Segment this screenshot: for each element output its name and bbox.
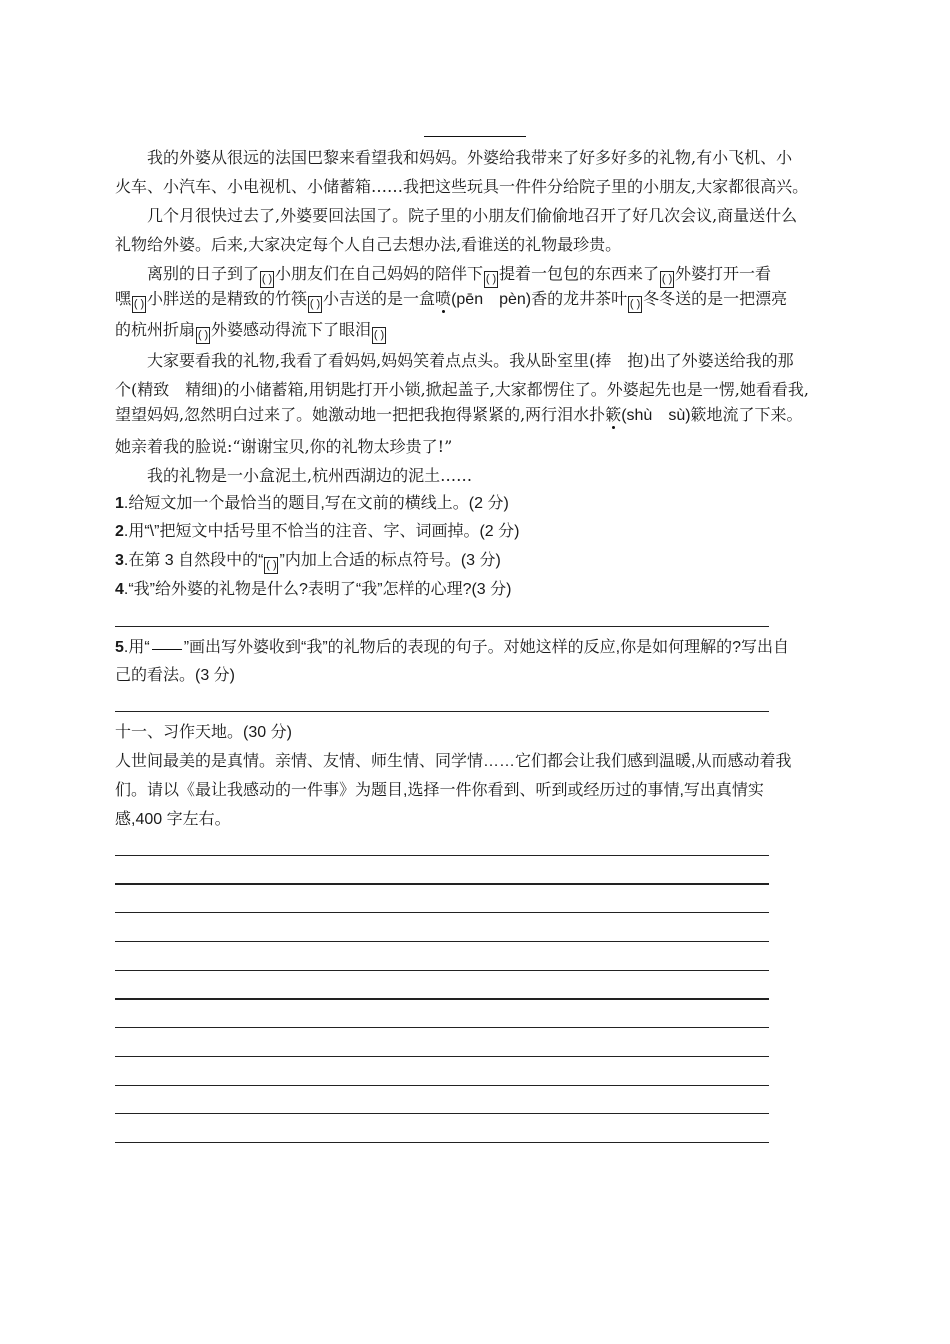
punctuation-box[interactable]: ( )	[308, 296, 322, 313]
punctuation-box-sample: ( )	[264, 557, 278, 574]
passage-text: 离别的日子到了	[147, 264, 260, 283]
pinyin-choice: (shù sù)簌地流了下来。	[621, 407, 803, 424]
question-text: .在第 3 自然段中的“	[123, 552, 264, 569]
passage-text: 的杭州折扇	[115, 320, 196, 339]
passage-text: 冬冬送的是一把漂亮	[643, 289, 788, 308]
question-number: 3	[115, 552, 124, 569]
passage-text: 望望妈妈,忽然明白过来了。她激动地一把把我抱得紧紧的,两行泪水扑	[115, 405, 606, 424]
underline-sample	[152, 649, 182, 650]
writing-line[interactable]	[115, 1113, 769, 1114]
writing-line[interactable]	[115, 883, 769, 885]
passage-p3-line1	[147, 263, 771, 288]
passage-text: 小吉送的是一盒	[323, 289, 436, 308]
passage-p5: 我的礼物是一小盒泥土,杭州西湖边的泥土……	[147, 466, 473, 485]
title-answer-line[interactable]	[424, 136, 526, 137]
passage-p1-line2: 火车、小汽车、小电视机、小储蓄箱……我把这些玩具一件件分给院子里的小朋友,大家都很高兴。	[115, 177, 809, 196]
passage-p4-line2: 个(精致 精细)的小储蓄箱,用钥匙打开小锁,掀起盖子,大家都愣住了。外婆起先也是一愣,她看看我,	[115, 380, 809, 399]
question-number: 2	[115, 523, 124, 540]
punctuation-box[interactable]: ( )	[660, 271, 674, 288]
passage-text: 小胖送的是精致的竹筷	[147, 289, 308, 308]
writing-line[interactable]	[115, 1142, 769, 1143]
passage-p2-line1: 几个月很快过去了,外婆要回法国了。院子里的小朋友们偷偷地召开了好几次会议,商量送什么	[147, 206, 798, 225]
question-text: .给短文加一个最恰当的题目,写在文前的横线上。(2 分)	[123, 495, 509, 512]
passage-text: 嘿	[115, 289, 132, 308]
passage-p1-line1: 我的外婆从很远的法国巴黎来看望我和妈妈。外婆给我带来了好多好多的礼物,有小飞机、小	[147, 148, 793, 167]
question-4	[115, 579, 511, 601]
passage-p3-line3	[115, 319, 387, 344]
question-3	[115, 550, 501, 574]
composition-prompt-line3: 感,400 字左右。	[115, 811, 231, 828]
passage-text: 提着一包包的东西来了	[499, 264, 660, 283]
writing-line[interactable]	[115, 1027, 769, 1028]
pinyin-choice: (pēn pèn)香的龙井茶叶	[451, 291, 628, 308]
question-5	[115, 637, 789, 659]
question-text: ”内加上合适的标点符号。(3 分)	[279, 552, 501, 569]
question-text: .用“\”把短文中括号里不恰当的注音、字、词画掉。(2 分)	[123, 523, 520, 540]
question-5-line2: 己的看法。(3 分)	[115, 667, 236, 684]
composition-prompt-line2: 们。请以《最让我感动的一件事》为题目,选择一件你看到、听到或经历过的事情,写出真情实	[115, 782, 764, 799]
question-1	[115, 493, 509, 515]
writing-line[interactable]	[115, 1085, 769, 1086]
punctuation-box[interactable]: ( )	[132, 296, 146, 313]
answer-line-q5[interactable]	[115, 711, 769, 712]
passage-p4-line1: 大家要看我的礼物,我看了看妈妈,妈妈笑着点点头。我从卧室里(捧 抱)出了外婆送给我的那	[147, 351, 794, 370]
question-text: ”画出写外婆收到“我”的礼物后的表现的句子。对她这样的反应,你是如何理解的?写出自	[183, 639, 790, 656]
question-text: .用“	[123, 639, 150, 656]
passage-text: 外婆打开一看	[675, 264, 772, 283]
passage-text: 外婆感动得流下了眼泪	[211, 320, 372, 339]
punctuation-box[interactable]: ( )	[196, 327, 210, 344]
dotted-character: 喷	[435, 289, 452, 308]
question-number: 4	[115, 581, 124, 598]
writing-line[interactable]	[115, 998, 769, 1000]
passage-text: 小朋友们在自己妈妈的陪伴下	[275, 264, 484, 283]
passage-p4-line3	[115, 404, 803, 427]
writing-line[interactable]	[115, 855, 769, 856]
writing-line[interactable]	[115, 970, 769, 971]
passage-p4-line4: 她亲着我的脸说:“谢谢宝贝,你的礼物太珍贵了!”	[115, 437, 453, 456]
question-2	[115, 521, 519, 543]
punctuation-box[interactable]: ( )	[372, 327, 386, 344]
composition-heading: 十一、习作天地。(30 分)	[115, 724, 292, 741]
writing-line[interactable]	[115, 941, 769, 942]
passage-p3-line2	[115, 288, 787, 313]
writing-line[interactable]	[115, 912, 769, 913]
dotted-character: 簌	[605, 405, 622, 424]
punctuation-box[interactable]: ( )	[484, 271, 498, 288]
composition-prompt-line1: 人世间最美的是真情。亲情、友情、师生情、同学情……它们都会让我们感到温暖,从而感动着我	[115, 753, 792, 770]
question-text: .“我”给外婆的礼物是什么?表明了“我”怎样的心理?(3 分)	[123, 581, 512, 598]
punctuation-box[interactable]: ( )	[260, 271, 274, 288]
punctuation-box[interactable]: ( )	[628, 296, 642, 313]
passage-p2-line2: 礼物给外婆。后来,大家决定每个人自己去想办法,看谁送的礼物最珍贵。	[115, 235, 622, 254]
question-number: 5	[115, 639, 124, 656]
question-number: 1	[115, 495, 124, 512]
answer-line-q4[interactable]	[115, 626, 769, 627]
writing-line[interactable]	[115, 1056, 769, 1057]
